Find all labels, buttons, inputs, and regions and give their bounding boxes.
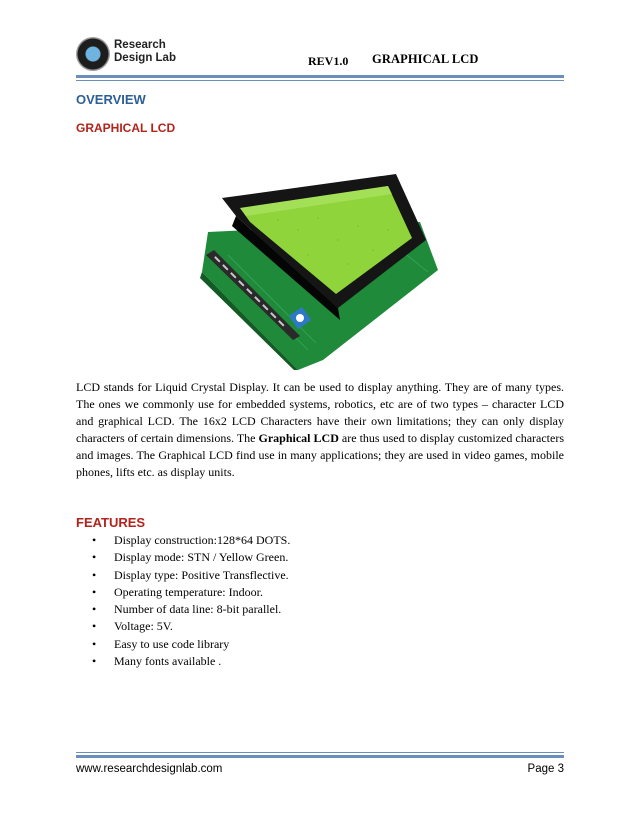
header-rule-thin	[76, 80, 564, 81]
feature-item: • Number of data line: 8-bit parallel.	[92, 601, 290, 618]
feature-item: • Operating temperature: Indoor.	[92, 584, 290, 601]
footer-rule	[76, 755, 564, 758]
header-rule	[76, 75, 564, 78]
revision-label: REV1.0	[308, 54, 349, 68]
logo-text	[114, 39, 176, 65]
feature-item: • Display construction:128*64 DOTS.	[92, 532, 290, 549]
paragraph-part-2: are thus used to display customized characters and images. The Graphical LCD find use in many applications; they are used in video games, mobile phones, lifts etc. as display units.	[76, 431, 564, 479]
logo-emblem-icon	[76, 37, 110, 71]
logo-line-2: Design Lab	[114, 52, 176, 64]
paragraph-bold-term: Graphical LCD	[258, 431, 339, 445]
feature-item: • Easy to use code library	[92, 636, 290, 653]
research-design-lab-logo	[76, 37, 186, 73]
footer-url: www.researchdesignlab.com	[76, 763, 223, 775]
page-header	[76, 34, 564, 76]
paragraph-part-1: LCD stands for Liquid Crystal Display. It can be used to display anything. They are of many types. The ones we commonly use for embedded systems, robotics, etc are of two types – character LCD and graphical LCD. The 16x2 LCD Characters have their own limitations; they can only display characters of certain dimensions. The	[76, 380, 564, 445]
feature-item: • Display type: Positive Transflective.	[92, 567, 290, 584]
graphical-lcd-photo	[188, 160, 450, 370]
logo-line-1: Research	[114, 39, 166, 51]
overview-paragraph	[76, 379, 564, 481]
features-list	[92, 532, 290, 670]
subheading: GRAPHICAL LCD	[76, 121, 176, 135]
feature-item: • Many fonts available .	[92, 653, 290, 670]
section-heading: OVERVIEW	[76, 92, 146, 107]
features-heading: FEATURES	[76, 515, 146, 530]
document-title: GRAPHICAL LCD	[372, 52, 479, 66]
footer-rule-thin	[76, 752, 564, 753]
page-number: Page 3	[527, 763, 564, 775]
feature-item: • Voltage: 5V.	[92, 618, 290, 635]
feature-item: • Display mode: STN / Yellow Green.	[92, 549, 290, 566]
